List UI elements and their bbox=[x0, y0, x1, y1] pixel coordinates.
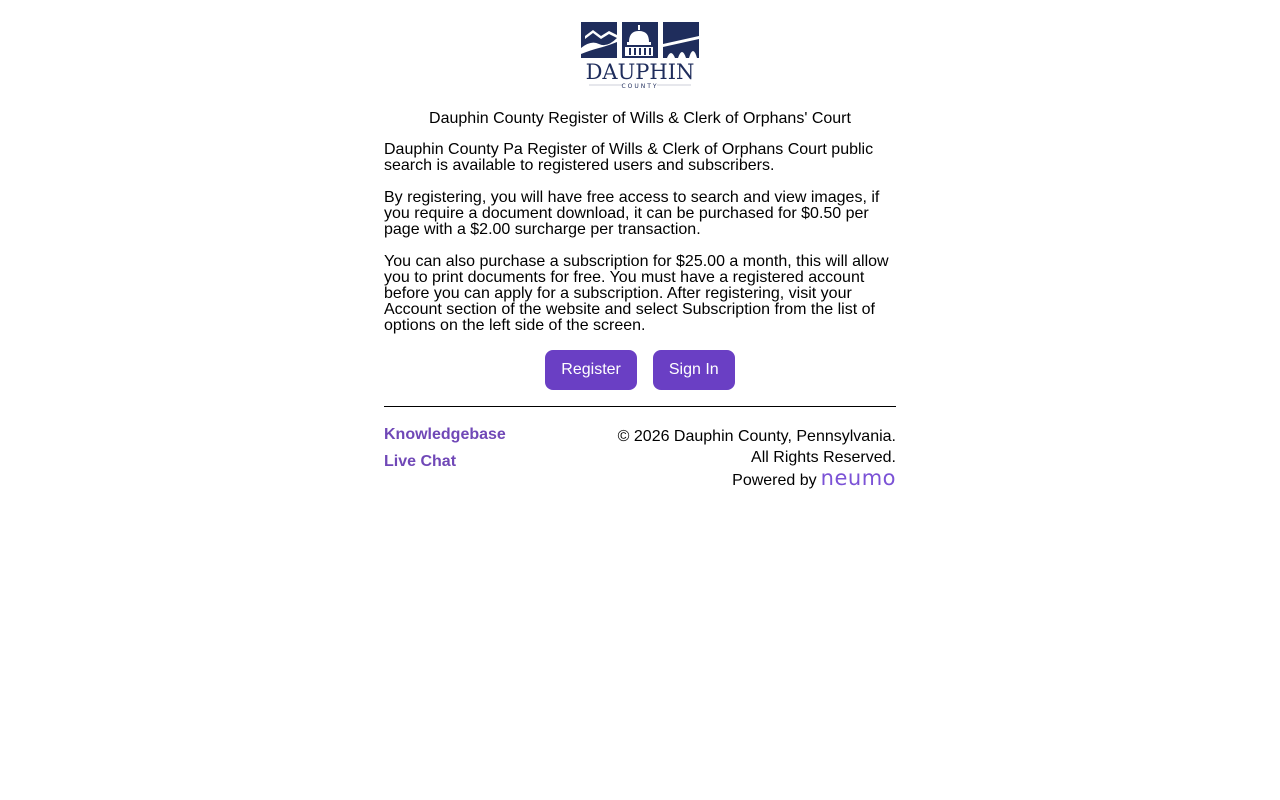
page-container bbox=[384, 0, 896, 491]
sign-in-button[interactable]: Sign In bbox=[653, 350, 735, 390]
intro-paragraph: Dauphin County Pa Register of Wills & Clerk of Orphans Court public search is available to registered users and subscribers. bbox=[384, 141, 874, 174]
page-title: Dauphin County Register of Wills & Clerk of Orphans' Court bbox=[429, 110, 851, 127]
footer-links bbox=[384, 426, 506, 491]
subscription-paragraph: You can also purchase a subscription for $25.00 a month, this will allow you to print documents for free. You must have a registered account before you can apply for a subscription. After registering, visit your Account section of the website and select Subscription from the list of options on the left side of the screen. bbox=[384, 253, 889, 334]
dauphin-county-logo bbox=[581, 22, 699, 90]
footer bbox=[384, 426, 896, 491]
powered-by bbox=[732, 468, 896, 491]
logo-wordmark: DAUPHIN bbox=[585, 60, 695, 84]
copyright-text: © 2026 Dauphin County, Pennsylvania. bbox=[617, 428, 896, 445]
pricing-paragraph: By registering, you will have free access to search and view images, if you require a document download, it can be purchased for $0.50 per page with a $2.00 surcharge per transaction. bbox=[384, 189, 880, 238]
live-chat-link[interactable]: Live Chat bbox=[384, 453, 457, 470]
powered-by-label: Powered by bbox=[732, 472, 817, 489]
logo-graphic bbox=[581, 22, 699, 90]
auth-buttons bbox=[384, 350, 896, 390]
logo-subtitle: COUNTY bbox=[621, 83, 659, 90]
rights-text: All Rights Reserved. bbox=[751, 449, 896, 466]
knowledgebase-link[interactable]: Knowledgebase bbox=[384, 426, 506, 443]
footer-legal bbox=[618, 426, 896, 491]
neumo-logo[interactable]: neumo bbox=[820, 466, 896, 490]
register-button[interactable]: Register bbox=[545, 350, 637, 390]
divider bbox=[384, 406, 896, 407]
